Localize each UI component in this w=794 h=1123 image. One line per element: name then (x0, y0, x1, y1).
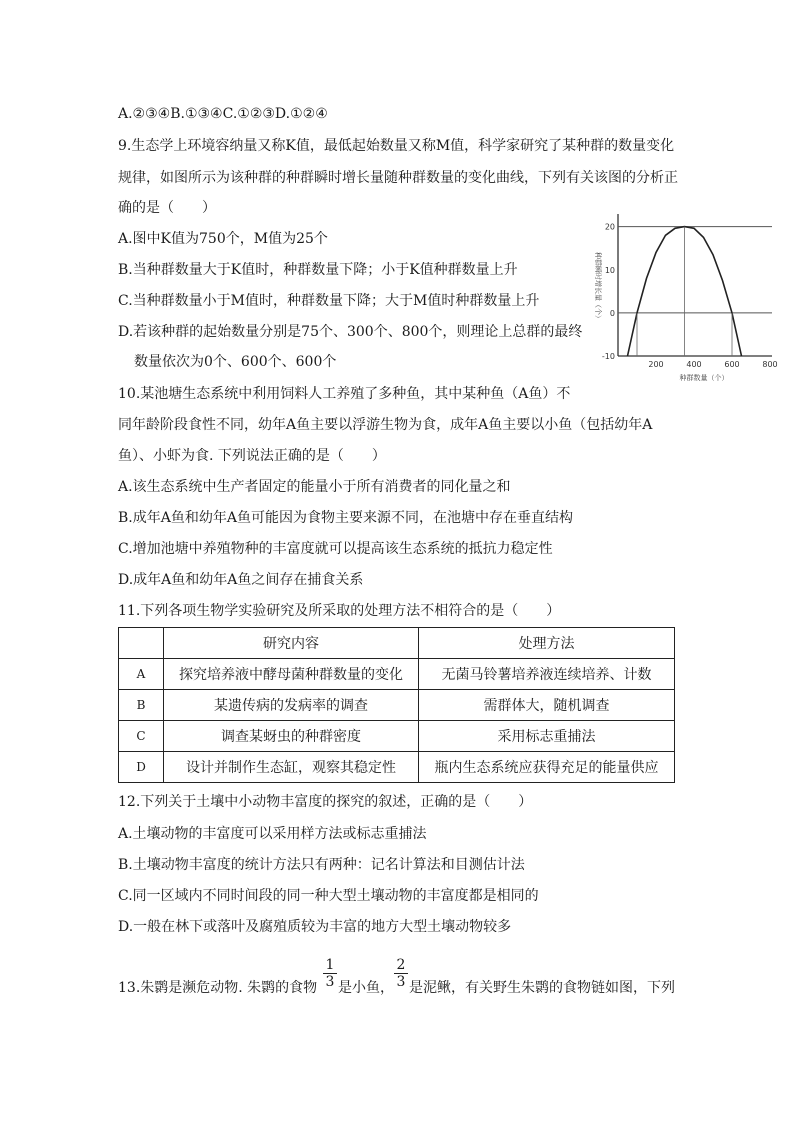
q10-option-a: A.该生态系统中生产者固定的能量小于所有消费者的同化量之和 (118, 479, 511, 495)
q12-option-c: C.同一区域内不同时间段的同一种大型土壤动物的丰富度都是相同的 (118, 888, 539, 904)
q9-stem-line2: 规律，如图所示为该种群的种群瞬时增长量随种群数量的变化曲线，下列有关该图的分析正 (118, 170, 678, 186)
y-tick-label: 20 (604, 222, 615, 232)
q9-option-d-line1: D.若该种群的起始数量分别是75个、300个、800个，则理论上总群的最终 (118, 324, 583, 340)
table-cell: B (119, 690, 164, 721)
table-cell: 调查某蚜虫的种群密度 (164, 721, 419, 752)
x-tick-label: 600 (724, 360, 740, 369)
q12-stem: 12.下列关于土壤中小动物丰富度的探究的叙述，正确的是（ ） (118, 794, 533, 810)
fraction-two-thirds (394, 957, 408, 990)
y-axis-label: 种群瞬时增长量（个） (594, 252, 602, 322)
q10-stem-line3: 鱼）、小虾为食. 下列说法正确的是（ ） (118, 448, 386, 464)
x-tick-label: 800 (762, 360, 778, 369)
q9-option-a: A.图中K值为750个，M值为25个 (118, 231, 328, 247)
q9-stem-line1: 9.生态学上环境容纳量又称K值，最低起始数量又称M值，科学家研究了某种群的数量变化 (118, 138, 675, 154)
table-cell: 采用标志重捕法 (419, 721, 675, 752)
q11-stem: 11.下列各项生物学实验研究及所采取的处理方法不相符合的是（ ） (118, 603, 561, 619)
q9-option-d-line2: 数量依次为0个、600个、600个 (134, 354, 337, 370)
fraction-numerator: 1 (323, 957, 337, 974)
table-cell: A (119, 659, 164, 690)
table-header-cell: 研究内容 (164, 628, 419, 659)
table-header-row (119, 628, 675, 659)
q10-option-b: B.成年A鱼和幼年A鱼可能因为食物主要来源不同，在池塘中存在垂直结构 (118, 510, 573, 526)
q8-options: A.②③④B.①③④C.①②③D.①②④ (118, 106, 328, 122)
fraction-denominator: 3 (325, 974, 335, 990)
table-cell: 设计并制作生态缸，观察其稳定性 (164, 752, 419, 783)
q13-stem-part2: 是小鱼， (338, 980, 394, 996)
table-cell: 无菌马铃薯培养液连续培养、计数 (419, 659, 675, 690)
table-header-cell: 处理方法 (419, 628, 675, 659)
y-tick-label: 0 (609, 308, 615, 318)
fraction-numerator: 2 (394, 957, 408, 974)
table-cell: D (119, 752, 164, 783)
q9-option-b: B.当种群数量大于K值时，种群数量下降；小于K值种群数量上升 (118, 262, 518, 278)
q10-stem-line2: 同年龄阶段食性不同，幼年A鱼主要以浮游生物为食，成年A鱼主要以小鱼（包括幼年A (118, 417, 653, 433)
x-tick-label: 400 (686, 360, 702, 369)
fraction-denominator: 3 (396, 974, 406, 990)
table-cell: C (119, 721, 164, 752)
q9-option-c: C.当种群数量小于M值时，种群数量下降；大于M值时种群数量上升 (118, 293, 540, 309)
q12-option-a: A.土壤动物的丰富度可以采用样方法或标志重捕法 (118, 826, 427, 842)
x-axis-label: 种群数量（个） (679, 374, 729, 382)
table-row (119, 721, 675, 752)
q10-option-c: C.增加池塘中养殖物种的丰富度就可以提高该生态系统的抵抗力稳定性 (118, 541, 553, 557)
q13-stem-part3: 是泥鳅，有关野生朱鹮的食物链如图，下列 (409, 980, 675, 996)
table-row (119, 690, 675, 721)
table-cell: 某遗传病的发病率的调查 (164, 690, 419, 721)
fraction-one-third (323, 957, 337, 990)
y-tick-label: -10 (601, 352, 615, 361)
growth-curve-chart (588, 208, 778, 386)
q12-option-d: D.一般在林下或落叶及腐殖质较为丰富的地方大型土壤动物较多 (118, 919, 512, 935)
table-cell: 探究培养液中酵母菌种群数量的变化 (164, 659, 419, 690)
table-header-cell (119, 628, 164, 659)
q12-option-b: B.土壤动物丰富度的统计方法只有两种：记名计算法和目测估计法 (118, 857, 525, 873)
q10-option-d: D.成年A鱼和幼年A鱼之间存在捕食关系 (118, 572, 364, 588)
q11-table (118, 627, 675, 783)
q13-stem-part1: 13.朱鹮是濒危动物. 朱鹮的食物 (118, 980, 318, 996)
table-row (119, 752, 675, 783)
table-cell: 需群体大，随机调查 (419, 690, 675, 721)
table-row (119, 659, 675, 690)
table-cell: 瓶内生态系统应获得充足的能量供应 (419, 752, 675, 783)
y-tick-label: 10 (604, 265, 615, 275)
x-tick-label: 200 (648, 360, 664, 369)
q9-stem-line3: 确的是（ ） (118, 200, 216, 216)
q10-stem-line1: 10.某池塘生态系统中利用饲料人工养殖了多种鱼，其中某种鱼（A鱼）不 (118, 386, 571, 402)
